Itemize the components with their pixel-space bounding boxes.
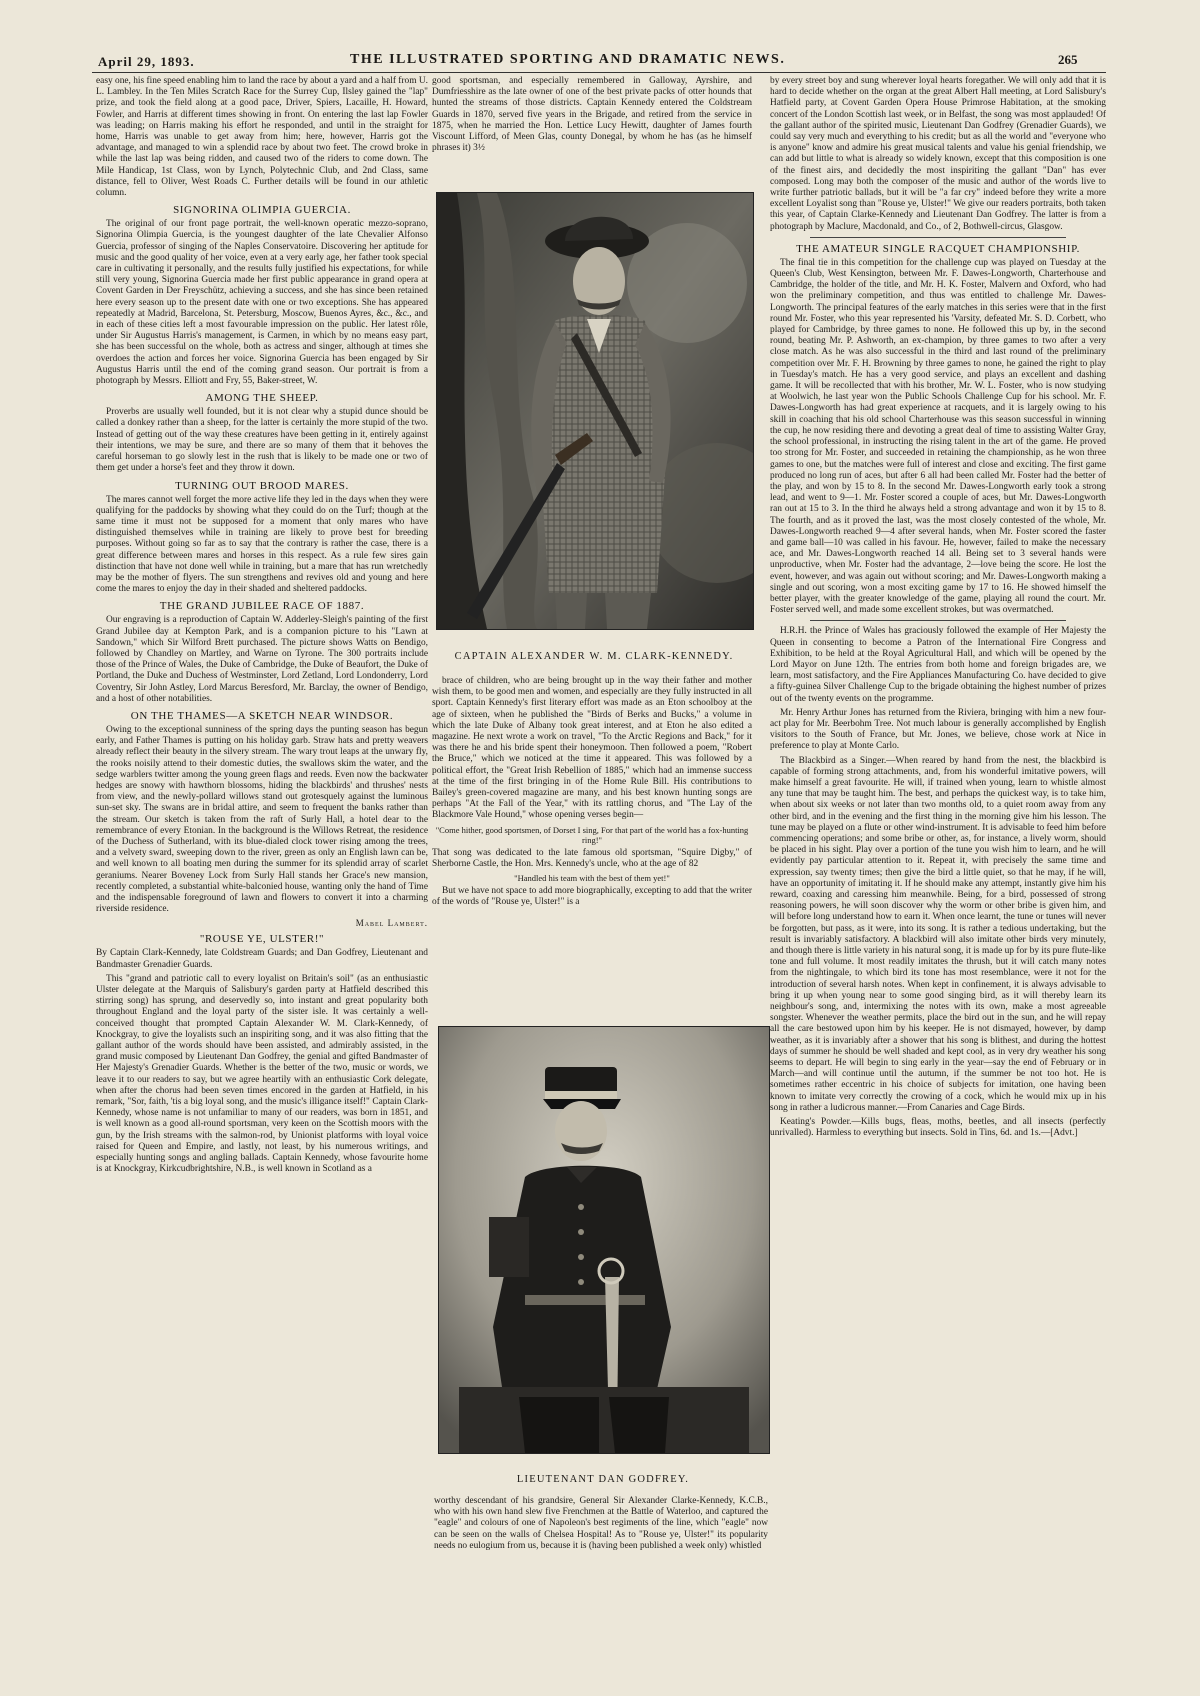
olimpia-heading: SIGNORINA OLIMPIA GUERCIA.: [173, 204, 351, 217]
clark-kennedy-photo-image: [437, 193, 753, 629]
clark-kennedy-caption: CAPTAIN ALEXANDER W. M. CLARK-KENNEDY.: [454, 651, 734, 662]
digby-verse: "Handled his team with the best of them yet!": [514, 873, 670, 884]
cycling-text: easy one, his fine speed enabling him to land the race by about a yard and a half from U. L. Lambley. In the Ten Miles Scratch Race for the Surrey Cup, Ilsley gained the "lap" prize, and took the field along at a good pace, Driver, Spiers, Lacaille, H. Howard, Fowler, and Harris at different times showing in front. On entering the last lap Fowler was leading; on Harris making his effort he responded, and until in the straight for home, Harris was unable to get away from him; here, however, Harris got the advantage, and managed to win a splendid race by about two feet. The crowd broke in while the last lap was being ridden, and caused two of the riders to come down. The Mile Handicap, 1st Class, won by Lynch, Polytechnic Club, and 2nd Class, same distance, fell to Oliver, West Roads C. Further details will be found in our athletic column.: [96, 76, 428, 199]
kennedy-text-bottom: worthy descendant of his grandsire, General Sir Alexander Clarke-Kennedy, K.C.B., who with his own hand slew five Frenchmen at the Battle of Waterloo, and captured the "eagle" and colours of one of Napoleon's best regiments of the line, which "eagle" now can be seen on the walls of Chelsea Hospital! As to "Rouse ye, Ulster!" its popularity needs no eulogium from us, because it is (having been published a week only) whistled: [434, 1496, 768, 1551]
godfrey-caption: LIEUTENANT DAN GODFREY.: [516, 1474, 690, 1485]
sheep-text: Proverbs are usually well founded, but it is not clear why a stupid dunce should be called a donkey rather than a sheep, for the latter is certainly the more stupid of the two. Instead of getting out of the way these creatures have been getting in it, entirely against their intentions, we may be sure, and there are so many of them that it behoves the careful horseman to go slowly lest in the rush that is likely to be made one or two of them get under a horse's feet and they throw it down.: [96, 407, 428, 474]
thames-signature: Mabel Lambert.: [355, 918, 428, 929]
page-number: 265: [1058, 52, 1078, 67]
masthead-title: THE ILLUSTRATED SPORTING AND DRAMATIC NEWS.: [350, 52, 786, 67]
prince-of-wales-text: H.R.H. the Prince of Wales has graciously followed the example of Her Majesty the Queen in consenting to become a Patron of the International Fire Congress and Exhibition, to be held at the Royal Agricultural Hall, and which will be opened by the Lord Mayor on June 12th. The entries from both home and foreign brigades are, we learn, most satisfactory, and the Fire Appliances Manufacturing Co. have decided to give a fifty-guinea Silver Challenge Cup to the brigade obtaining the highest number of prizes out of the twenty events on the programme.: [770, 626, 1106, 704]
section-divider: [810, 620, 1066, 621]
left-column: [96, 76, 428, 1586]
godfrey-photo-image: [439, 1027, 769, 1453]
henry-arthur-jones-text: Mr. Henry Arthur Jones has returned from the Riviera, bringing with him a new four-act play for Mr. Beerbohm Tree. Not much labour is generally accomplished by English visitors to the South of France, but Mr. Jones, we believe, chose work at Nice in preference to play at Monte Carlo.: [770, 707, 1106, 752]
hunting-verse: "Come hither, good sportsmen, of Dorset I sing, For that part of the world has a fox-hunting ring!": [435, 824, 749, 845]
racquet-heading: THE AMATEUR SINGLE RACQUET CHAMPIONSHIP.: [796, 242, 1080, 255]
mares-text: The mares cannot well forget the more active life they led in the days when they were qualifying for the paddocks by showing what they could do on the Turf; though at the same time it must not be supposed for a moment that only mares who have distinguished themselves while in training are likely to prove best for breeding purposes. Without going so far as to say that the contrary is rather the case, there is a great difference between mares and horses in this respect. As a rule few sires gain distinction that have not done well while in training, but a mare that has run wretchedly may be the mother of flyers. The sun strengthens and revives old and young and here come the mares to enjoy the day in their shaded and sheltered paddocks.: [96, 494, 428, 595]
middle-column-bottom: [434, 1496, 768, 1596]
middle-column-mid: [432, 676, 752, 1016]
thames-heading: ON THE THAMES—A SKETCH NEAR WINDSOR.: [130, 709, 394, 722]
olimpia-text: The original of our front page portrait, the well-known operatic mezzo-soprano, Signorina Olimpia Guercia, is the youngest daughter of the late Chevalier Alfonso Guercia, professor of singing of the Naples Conservatoire. Discovering her aptitude for music and the good quality of her voice, even at a very early age, her father took special care in cultivating it personally, and the results fully justified his expectations, for while still very young, Signorina Guercia made her first public appearance in grand opera at Covent Garden in Der Freyschütz, achieving a success, and she has since been retained here every season up to the present date with one or two exceptions. She has appeared repeatedly at Madrid, Barcelona, St. Petersburg, Moscow, Buenos Ayres, &c., &c., and in each of these cities left a most favourable impression on the public. Her latest rôle, under Sir Augustus Harris's management, is Carmen, in which by no means easy part, she has been successful on the whole, both as actress and singer, although at times she overdoes the action and forces her voice. Signorina Guercia has been engaged by Sir Augustus Harris until the end of the coming grand season. Our portrait is from a photograph by Messrs. Elliott and Fry, 55, Baker-street, W.: [96, 219, 428, 387]
ulster-text-continued: by every street boy and sung wherever loyal hearts foregather. We will only add that it is hard to decide whether on the organ at the great Albert Hall meeting, at Lord Salisbury's Hatfield party, at Covent Garden Opera House Primrose Habitation, at the smoking concert of the London Scottish last week, or in Belfast, the song was most applauded! Of the gallant author of the spirited music, Lieutenant Dan Godfrey (Grenadier Guards), we could say very much and everything to his credit; but as all the world and "everyone who is anyone" know and admire his great musical talents and value his genial friendship, we can add but little to what is already so widely known, except that this composition is one of the finest airs, and decidedly the most inspiriting the gallant "Dan" has ever composed. Long may both the composer of the music and author of the words live to write further patriotic ballads, but it will be "a far cry" indeed before they write a more excellent Loyalist song than "Rouse ye, Ulster!" We give our readers portraits, both taken this year, of Captain Clarke-Kennedy and Lieutenant Dan Godfrey. The latter is from a photograph by Maclure, Macdonald, and Co., of 2, Bothwell-circus, Glasgow.: [770, 76, 1106, 232]
kennedy-text-mid-3: But we have not space to add more biographically, excepting to add that the writer of the words of "Rouse ye, Ulster!" is a: [432, 886, 752, 908]
racquet-text: The final tie in this competition for the challenge cup was played on Tuesday at the Queen's Club, West Kensington, between Mr. F. Dawes-Longworth, Charterhouse and Cambridge, the holder of the title, and Mr. H. K. Foster, Malvern and Oxford, who had won the preliminary competition, and thus was entitled to challenge Mr. Dawes-Longworth. The principal features of the early matches in this series were that in the first round Mr. Foster, who this year represented his 'Varsity, defeated Mr. S. D. Corbett, who played for Cambridge, by three games to none. He followed this up by, in the second round, beating Mr. P. Ashworth, an ex-champion, by three games to two after a very close match. As he was also successful in the third and last round of the preliminary competition over Mr. F. H. Browning by three games to none, he gained the right to play in Tuesday's match. He has a very good service, and plays an excellent and dashing game. It will be recollected that with his brother, Mr. W. L. Foster, who is now studying at Woolwich, he last year won the Public Schools Challenge Cup for his school. Mr. F. Dawes-Longworth has had great experience at racquets, and it is largely owing to his skill in coaching that his old school Charterhouse was this season successful in winning the cup, he now residing there and devoting a great deal of time to assisting Walter Gray, the school professional, in instructing the rising talent in the art of the game. He proved too strong for Mr. Foster, and succeeded in retaining the championship, as he won three games to one, but the matches were full of interest and close and exciting. The first game produced no long run of aces, but after 6 all had been called Mr. Foster had the better of the play, and won by 15 to 8. In the second Mr. Dawes-Longworth early took a strong lead, and went to 9—1. Mr. Foster scored a couple of aces, but Mr. Dawes-Longworth ran out at 15 to 3. In the third he always held a strong advantage and won it by 15 to 8. The fourth, and as it proved the last, was the most closely contested of the whole, Mr. Dawes-Longworth reached 9—4 after several hands, when Mr. Foster scored the faster and game ball—10 was called in his favour. He, however, failed to make the necessary ace, and Mr. Dawes-Longworth reached 14 all. Being set to 3 several hands were unproductive, when Mr. Foster had the advantage, 2—love being the score. He lost the event, however, and was again out without scoring; and Mr. Dawes-Longworth making a single and out scoring, won a most exciting game by 17 to 16. He showed himself the better player, with the greater knowledge of the game, playing all round the court. Mr. Foster served well, and made some excellent strokes, but was overmatched.: [770, 257, 1106, 616]
kennedy-text-mid: brace of children, who are being brought up in the way their father and mother wish them, to be good men and women, and especially are they fully instructed in all sport. Captain Kennedy's first literary effort was made as an Eton schoolboy at the age of sixteen, when he published the "Birds of Berks and Bucks," a volume in which the late Duke of Albany took great interest, and at Eton he also edited a magazine. He next wrote a work on travel, "To the Arctic Regions and Back," for it was there he and his bride spent their honeymoon. Then followed a poem, "Robert the Bruce," which we noticed at the time it appeared. This was followed by a political effort, the "Great Irish Rebellion of 1885," which had an immense success at the time of the first bringing in of the Home Rule Bill. His contributions to Bailey's green-covered magazine are many, and his best known hunting songs are perhaps "At the Fall of the Year," with its rattling chorus, and "The Lay of the Blackmore Vale Hound," whose opening verses begin—: [432, 676, 752, 821]
middle-column-top: [432, 76, 752, 176]
section-divider: [810, 237, 1066, 238]
header-rule: [92, 72, 1106, 73]
issue-date: April 29, 1893.: [98, 54, 195, 69]
keating-advert: Keating's Powder.—Kills bugs, fleas, moths, beetles, and all insects (perfectly unrivalled). Harmless to everything but insects. Sold in Tins, 6d. and 1s.—[Advt.]: [770, 1117, 1106, 1139]
jubilee-text: Our engraving is a reproduction of Captain W. Adderley-Sleigh's painting of the first Grand Jubilee day at Kempton Park, and is a companion picture to his "Lawn at Sandown," which Sir Wilford Brett purchased. The picture shows Watts on Bendigo, followed by Chandley on Martley, and Warne on Tyrone. The 300 portraits include those of the Prince of Wales, the Duke of Cambridge, the Duke of Beaufort, the Duke of Portland, the Duke and Duchess of Westminster, Lord Zetland, Lord Londonderry, Lord Coventry, Sir John Astley, Lord Marcus Beresford, Mr. Barclay, the owner of Bendigo, and a host of other notabilities.: [96, 615, 428, 704]
blackbird-text: The Blackbird as a Singer.—When reared by hand from the nest, the blackbird is capable of forming strong attachments, and, from his wonderful imitative powers, will make himself a great favourite. He will, if trained when young, learn to whistle almost any tune that may be taught him. The best, and perhaps the quickest way, is to take him, when about six weeks or not later than two months old, to a quiet room away from any other bird, and in the evening and the first thing in the morning give him his lesson. The tune may be played on a flute or other wind-instrument. It is advisable to feed him before commencing operations; and some bribe or other, as, for instance, a lively worm, should be placed in his sight. Play over a portion of the tune you wish him to learn, and he will evidently pay particular attention to it. Repeat it, with precisely the same time and expression, say twenty times; then give the bird a little quiet, so that he may, if he will, have an opportunity of imitating it. If he should make any attempt, instantly give him his reward, coaxing and caressing him meanwhile. Being, for a bird, possessed of strong reasoning powers, he will soon discover why the worm or other bribe is given him, and will before long understand how to earn it. When once learnt, the tune or tunes will never be forgotten, but pass, as it were, into its song. It is rather a tedious undertaking, but the result is invariably satisfactory. A blackbird will also imitate other birds very minutely, and though there is little variety in his natural song, it is made up for by its pure flute-like tone and full volume. It most readily imitates the thrush, but it will catch many notes from the nightingale, to which bird its tone has most resemblance, were it not for the introduction of several harsh notes. When kept in confinement, it is always advisable to bring it up when young near to some good singing bird, as it will thereby learn its neighbour's song, and, intermixing the notes with its own, make a most agreeable songster. Whenever the weather permits, place the bird out in the sun, and he will repay all the care bestowed upon him by his keeper. He is not dismayed, however, by damp weather, as it is invariably after a shower that his song is blithest, and during the hottest days of summer he should be well shaded and kept cool, as in very dry weather his song seems to depart. He will begin to sing early in the year—say the end of February or in March—and will continue until the autumn, if the summer be not too hot. He is sometimes rather eccentric in his choice of subjects for imitation, one having been known to imitate very correctly the crowing of a cock, which he would mix up in his song in rather a ludicrous manner.—From Canaries and Cage Birds.: [770, 755, 1106, 1113]
clark-kennedy-portrait: [436, 192, 754, 630]
right-column: [770, 76, 1106, 1596]
thames-text: Owing to the exceptional sunniness of the spring days the punting season has begun early, and Father Thames is putting on his holiday garb. Straw hats and pretty weavers already reflect their beauty in the silvery stream. The wary trout leaps at the unwary fly, the rooks noisily attend to their domestic duties, the swallows skim the water, and the sedge warblers twitter among the young green flags and reeds. Even now the backwater hedges are snowy with hawthorn blossoms, hiding the blackbirds' and thrushes' nests from view, and the newly-pollard willows stand out grotesquely against the luminous sun-set sky. The swans are in bridal attire, and seem to frequent the banks rather than the stream. Our sketch is taken from the raft of Surly Hall, a hotel dear to the remembrance of every Etonian. In the background is the Willows Retreat, the residence of the Duchess of Sutherland, with its blue-dialed clock tower rising among the trees, and a velvety sward, sweeping down to the river, green as only an English lawn can be, and well known to all boating men during the summer for its splendid array of scarlet geraniums. Nearer Boveney Lock from Surly Hall stands her Grace's new mansion, recently completed, a substantial white-balconied house, wanting only the hand of Time and the indispensable foreground of lawn and flowers to convert it into a charming riverside residence.: [96, 724, 428, 915]
godfrey-portrait: [438, 1026, 770, 1454]
ulster-byline: By Captain Clark-Kennedy, late Coldstream Guards; and Dan Godfrey, Lieutenant and Bandmaster Grenadier Guards.: [96, 948, 428, 970]
jubilee-heading: THE GRAND JUBILEE RACE OF 1887.: [159, 600, 365, 613]
kennedy-text-mid-2: That song was dedicated to the late famous old sportsman, "Squire Digby," of Sherborne Castle, the Hon. Mrs. Kennedy's uncle, who at the age of 82: [432, 847, 752, 869]
sheep-heading: AMONG THE SHEEP.: [205, 392, 319, 405]
kennedy-text-top: good sportsman, and especially remembered in Galloway, Ayrshire, and Dumfriesshire as the late owner of one of the best private packs of otter hounds that hunted the streams of those districts. Captain Kennedy entered the Coldstream Guards in 1870, served five years in the Brigade, and retired from the service in 1875, when he married the Hon. Lettice Lucy Hewitt, daughter of James fourth Viscount Lifford, of Meen Glas, county Donegal, by whom he has (as he himself phrases it) 3½: [432, 76, 752, 154]
ulster-heading: "ROUSE YE, ULSTER!": [199, 933, 325, 946]
ulster-text: This "grand and patriotic call to every loyalist on Britain's soil" (as an enthusiastic Ulster delegate at the Marquis of Salisbury's garden party at Hatfield described this stirring song) has sprung, and deservedly so, into instant and great popularity both throughout England and the loyal party of the sister isle. It was certainly a well-conceived thought that prompted Captain Alexander W. M. Clark-Kennedy, of Knockgray, to give the loyalists such an inspiriting song, and it was also fitting that the gallant author of the words should have been assisted, and admirably assisted, in the grand music composed by Lieutenant Dan Godfrey, the genial and gifted Bandmaster of Her Majesty's Grenadier Guards. Whether is the better of the two, music or words, we leave it to our readers to say, but we agree heartily with an enthusiastic Cork delegate, when after the chorus had been seven times encored in the garden at Hatfield, in his remark, "Sor, faith, 'tis a big loyal song, and the music's illigance itself!" Captain Clark-Kennedy, whose name is not unfamiliar to many of our readers, was born in 1851, and is well known as a good all-round sportsman, very keen on the Scottish moors with the gun, by the Irish streams with the salmon-rod, by Unionist platforms with loyal voice raised for Queen and Empire, and lastly, not least, by his numerous writings, and especially hunting songs and angling ballads. Captain Kennedy, whose favourite home is at Knockgray, Kirkcudbrightshire, N.B., is well known in Scotland as a: [96, 973, 428, 1175]
mares-heading: TURNING OUT BROOD MARES.: [175, 479, 349, 492]
